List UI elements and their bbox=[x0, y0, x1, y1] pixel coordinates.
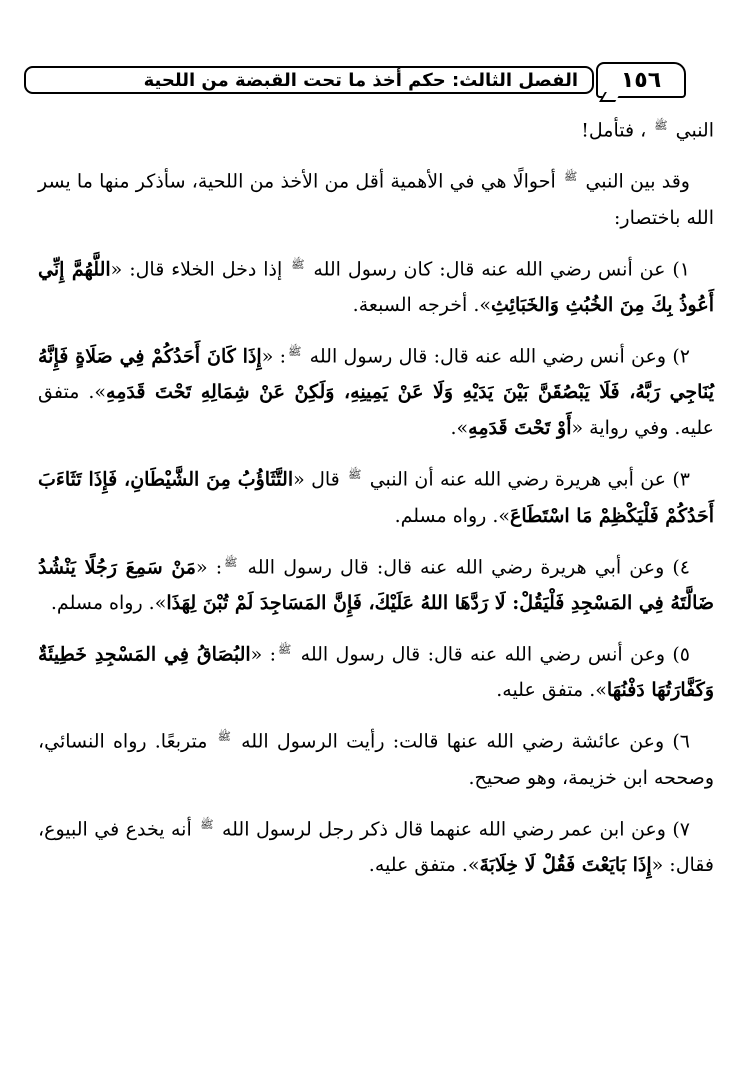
source-text: ». رواه مسلم. bbox=[50, 591, 167, 614]
source-text: ». bbox=[450, 417, 469, 440]
hadith-item-5 bbox=[38, 632, 714, 708]
source-text: ». أخرجه السبعة. bbox=[352, 293, 491, 316]
narration-text: إذا دخل الخلاء قال: « bbox=[110, 257, 290, 280]
hadith-item-6 bbox=[38, 719, 714, 795]
hadith-quote: التَّثَاؤُبُ مِنَ الشَّيْطَانِ، فَإِذَا تَثَاءَبَ أَحَدُكُمْ فَلْيَكْظِمْ مَا اسْتَطَاعَ bbox=[38, 468, 714, 527]
honorific-glyph: ﷺ bbox=[200, 817, 214, 831]
text-run: أحوالًا هي في الأهمية أقل من الأخذ من اللحية، سأذكر منها ما يسر الله باختصار: bbox=[38, 170, 714, 229]
hadith-quote: اللَّهُمَّ إِنِّي أَعُوذُ بِكَ مِنَ الخُبُثِ وَالخَبَائِثِ bbox=[38, 257, 714, 316]
honorific-glyph: ﷺ bbox=[224, 555, 238, 569]
narration-text: وعن أبي هريرة رضي الله عنه قال: قال رسول الله bbox=[239, 555, 665, 578]
text-run: وقد بين النبي bbox=[579, 170, 690, 193]
paragraph-intro bbox=[38, 159, 714, 235]
hadith-quote: البُصَاقُ فِي المَسْجِدِ خَطِيئَةٌ وَكَفَّارَتُهَا دَفْنُهَا bbox=[38, 643, 714, 702]
item-number: ٧) bbox=[665, 817, 691, 840]
narration-text: : « bbox=[195, 555, 223, 578]
honorific-glyph: ﷺ bbox=[278, 642, 292, 656]
narration-text: وعن أنس رضي الله عنه قال: قال رسول الله bbox=[303, 345, 667, 368]
hadith-item-2 bbox=[38, 334, 714, 446]
honorific-glyph: ﷺ bbox=[217, 730, 231, 744]
narration-text: قال « bbox=[293, 468, 347, 491]
text-run: النبي bbox=[669, 119, 714, 142]
honorific-glyph: ﷺ bbox=[654, 119, 668, 132]
narration-text: عن أبي هريرة رضي الله عنه أن النبي bbox=[363, 468, 667, 491]
honorific-glyph: ﷺ bbox=[291, 257, 305, 271]
narration-text: متربعًا. رواه النسائي، وصححه ابن خزيمة، وهو صحيح. bbox=[38, 730, 714, 789]
item-number: ٢) bbox=[666, 345, 690, 368]
item-number: ٦) bbox=[664, 730, 691, 753]
honorific-glyph: ﷺ bbox=[348, 468, 362, 482]
honorific-glyph: ﷺ bbox=[563, 170, 578, 184]
page-number-tab bbox=[596, 62, 686, 98]
item-number: ١) bbox=[665, 257, 691, 280]
text-run: ، فتأمل! bbox=[581, 119, 653, 142]
hadith-quote: مَنْ سَمِعَ رَجُلًا يَنْشُدُ ضَالَّتَهُ فِي المَسْجِدِ فَلْيَقُلْ: لَا رَدَّهَا اللهُ عَلَيْكَ، فَإِنَّ المَسَاجِدَ لَمْ تُبْنَ لِهَذَا bbox=[38, 555, 714, 614]
source-text: ». متفق عليه. bbox=[368, 853, 480, 876]
hadith-item-4 bbox=[38, 545, 714, 621]
source-text: ». رواه مسلم. bbox=[394, 504, 511, 527]
narration-text: : « bbox=[250, 643, 277, 666]
source-text: ». متفق عليه. bbox=[496, 679, 607, 702]
narration-text: : « bbox=[261, 345, 287, 368]
item-number: ٣) bbox=[666, 468, 690, 491]
hadith-quote: إِذَا بَايَعْتَ فَقُلْ لَا خِلَابَةَ bbox=[479, 853, 652, 876]
hadith-item-3 bbox=[38, 457, 714, 533]
item-number: ٥) bbox=[665, 643, 690, 666]
narration-text: أنه يخدع في البيوع، فقال: « bbox=[38, 817, 714, 876]
chapter-title: الفصل الثالث: حكم أخذ ما تحت القبضة من اللحية bbox=[143, 69, 578, 91]
running-header bbox=[24, 62, 686, 98]
chapter-title-bar bbox=[24, 66, 594, 94]
hadith-quote: أَوْ تَحْتَ قَدَمِهِ bbox=[468, 417, 572, 440]
hadith-item-7 bbox=[38, 807, 714, 883]
narration-text: وعن ابن عمر رضي الله عنهما قال ذكر رجل لرسول الله bbox=[215, 817, 666, 840]
source-text: ». متفق عليه. وفي رواية « bbox=[38, 381, 714, 440]
item-number: ٤) bbox=[664, 555, 691, 578]
hadith-quote: إِذَا كَانَ أَحَدُكُمْ فِي صَلَاةٍ فَإِنَّهُ يُنَاجِي رَبَّهُ، فَلَا يَبْصُقَنَّ بَيْنَ يَدَيْهِ وَلَا عَنْ يَمِينِهِ، وَلَكِنْ عَنْ شِمَالِهِ تَحْتَ قَدَمِهِ bbox=[38, 345, 714, 404]
honorific-glyph: ﷺ bbox=[288, 344, 302, 358]
narration-text: عن أنس رضي الله عنه قال: كان رسول الله bbox=[306, 257, 666, 280]
paragraph-continuation bbox=[38, 108, 714, 148]
narration-text: وعن عائشة رضي الله عنها قالت: رأيت الرسول الله bbox=[232, 730, 665, 753]
hadith-item-1 bbox=[38, 247, 714, 323]
narration-text: وعن أنس رضي الله عنه قال: قال رسول الله bbox=[293, 643, 666, 666]
page-number: ١٥٦ bbox=[620, 67, 662, 93]
page-body bbox=[38, 108, 714, 894]
